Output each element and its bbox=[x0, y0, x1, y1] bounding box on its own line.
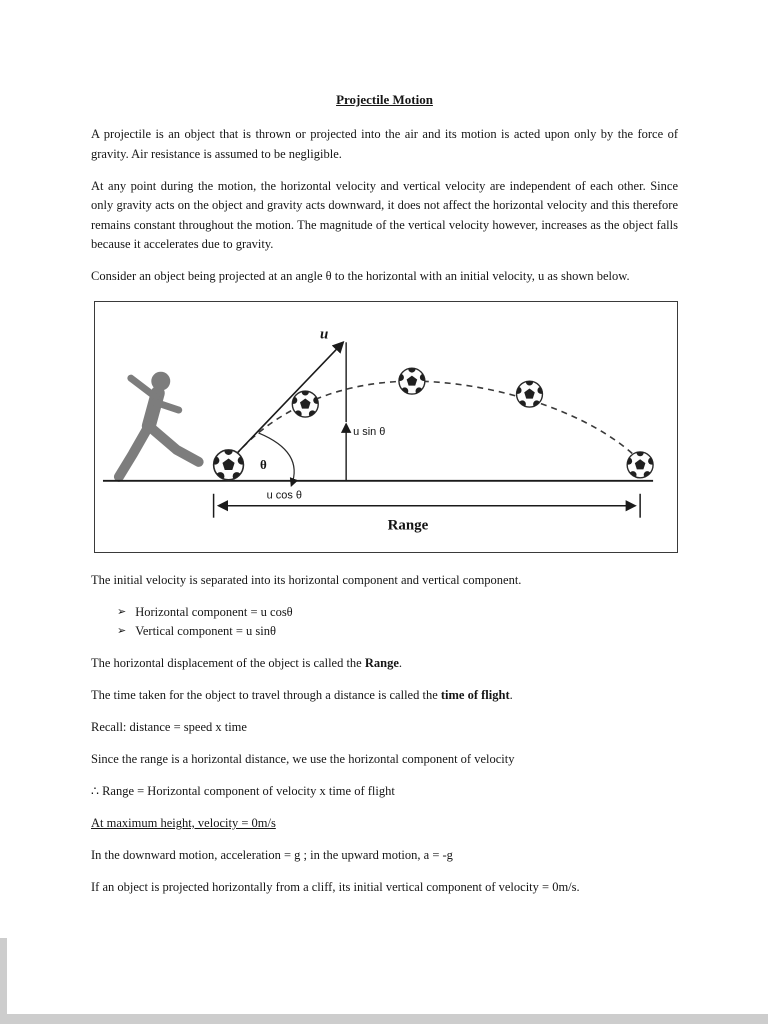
kicker-silhouette bbox=[119, 371, 199, 476]
paragraph-independence: At any point during the motion, the horizontal velocity and vertical velocity are independent of each other. Since only gravity acts on the object and gravity acts downward, it does not affect the horizontal velocity and this therefore remains constant throughout the motion. The magnitude of the vertical velocity however, increases as the object falls because it accelerates due to gravity. bbox=[91, 178, 678, 251]
velocity-vector-arrow bbox=[232, 342, 344, 459]
paragraph-since-range: Since the range is a horizontal distance, we use the horizontal component of velocity bbox=[91, 752, 515, 766]
paragraph-range-definition bbox=[91, 654, 678, 674]
text-segment-bold: Range bbox=[364, 656, 399, 670]
paragraph-consider: Consider an object being projected at an angle θ to the horizontal with an initial velocity, u as shown below. bbox=[91, 269, 630, 283]
trajectory-path bbox=[229, 381, 643, 464]
paragraph-therefore: ∴ Range = Horizontal component of velocity x time of flight bbox=[91, 784, 395, 798]
soccer-ball-landing bbox=[625, 449, 655, 478]
paragraph-definition: A projectile is an object that is thrown or projected into the air and its motion is acted upon only by the force of gravity. Air resistance is assumed to be negligible. bbox=[91, 127, 678, 161]
page-title: Projectile Motion bbox=[336, 92, 433, 107]
u-cos-label: u cos θ bbox=[266, 489, 303, 502]
text-segment: The time taken for the object to travel through a distance is called the bbox=[91, 688, 441, 702]
velocity-label: u bbox=[320, 325, 329, 342]
paragraph-recall: Recall: distance = speed x time bbox=[91, 720, 247, 734]
paragraph-acceleration: In the downward motion, acceleration = g ; in the upward motion, a = -g bbox=[91, 848, 453, 862]
text-segment: . bbox=[398, 656, 403, 670]
kicker-kicking-leg bbox=[149, 426, 199, 462]
text-segment-bold: time of flight bbox=[440, 688, 510, 702]
list-item-text: Horizontal component = u cosθ bbox=[135, 604, 293, 619]
page-edge-bottom bbox=[0, 1014, 768, 1024]
page-edge-left bbox=[0, 938, 7, 1024]
list-item-vertical-component bbox=[117, 622, 678, 642]
paragraph-cliff: If an object is projected horizontally from a cliff, its initial vertical component of velocity = 0m/s. bbox=[91, 880, 580, 894]
projectile-diagram bbox=[94, 301, 678, 553]
paragraph-max-height: At maximum height, velocity = 0m/s bbox=[91, 816, 276, 830]
text-segment: . bbox=[509, 688, 513, 702]
paragraph-components: The initial velocity is separated into its horizontal component and vertical component. bbox=[91, 572, 522, 587]
range-label: Range bbox=[387, 517, 429, 534]
arrow-bullet-icon: ➢ bbox=[117, 605, 127, 618]
soccer-ball-apex bbox=[397, 365, 427, 394]
diagram-canvas bbox=[95, 302, 677, 552]
theta-label: θ bbox=[260, 456, 267, 472]
arrow-bullet-icon: ➢ bbox=[117, 625, 127, 637]
list-item-text: Vertical component = u sinθ bbox=[135, 624, 277, 638]
list-item-horizontal-component bbox=[117, 603, 678, 623]
u-sin-label: u sin θ bbox=[353, 425, 386, 438]
paragraph-time-of-flight bbox=[91, 686, 678, 706]
kicker-standing-leg bbox=[119, 426, 149, 477]
soccer-ball-falling bbox=[514, 378, 544, 407]
soccer-ball-start bbox=[211, 446, 246, 480]
text-segment: The horizontal displacement of the object is called the bbox=[91, 656, 365, 670]
component-list bbox=[91, 603, 678, 642]
